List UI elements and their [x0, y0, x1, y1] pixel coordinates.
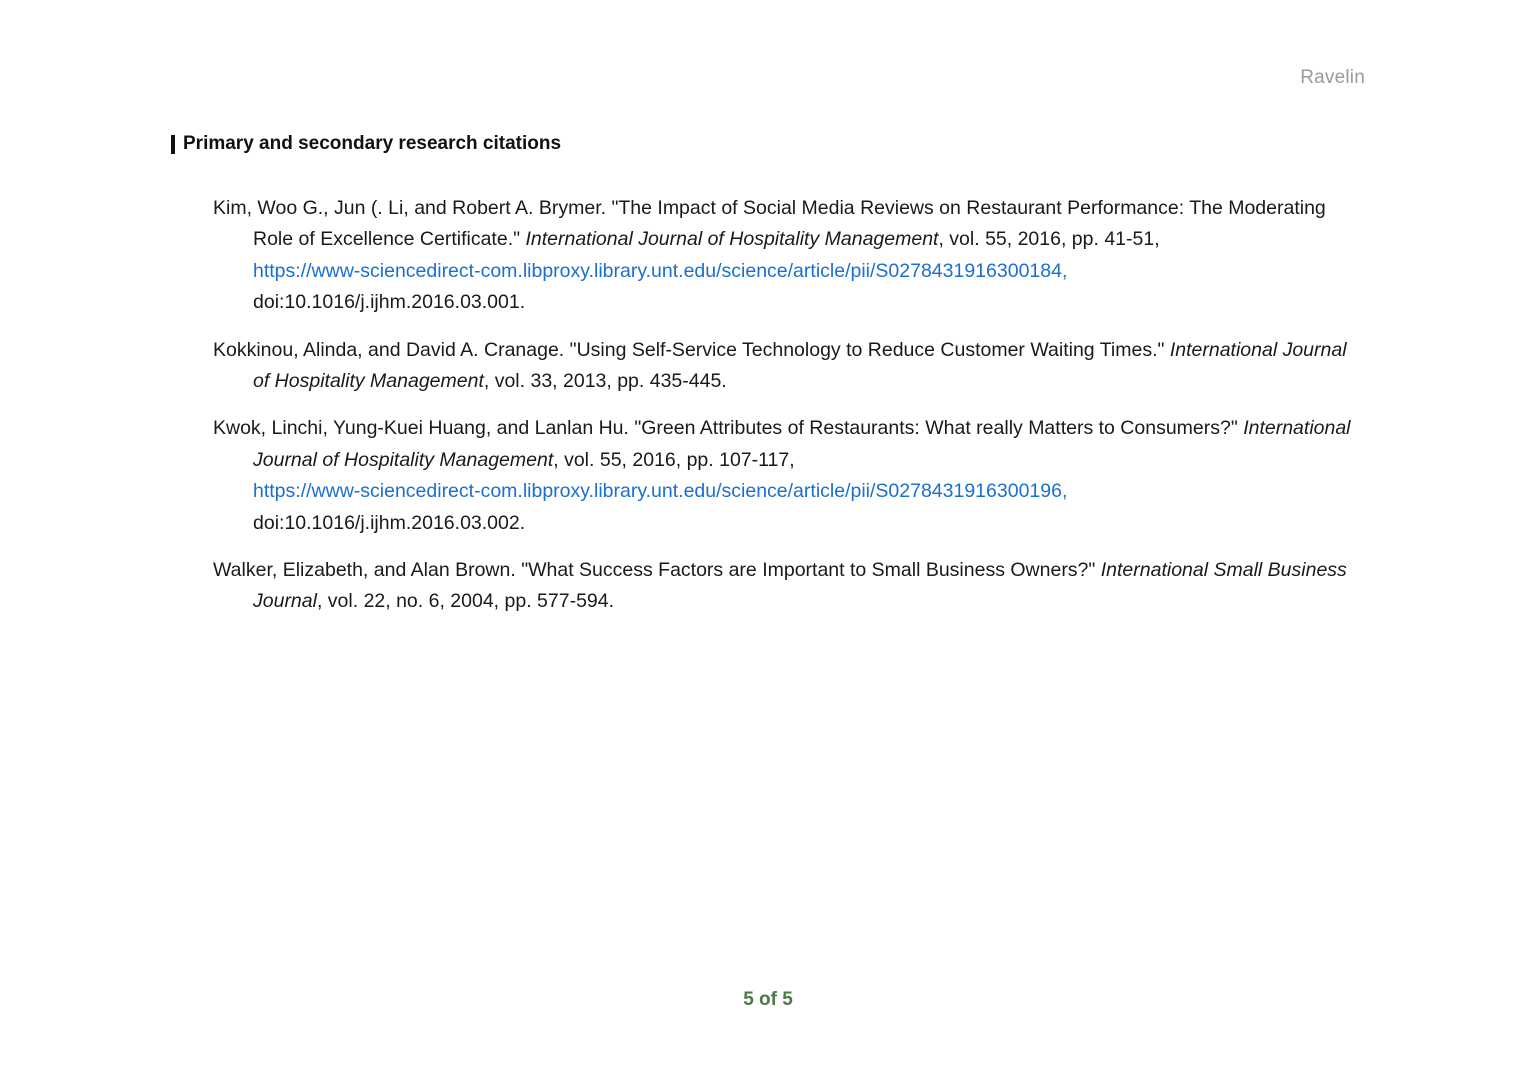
citation-details: , vol. 33, 2013, pp. 435-445. — [483, 370, 727, 393]
citation-item — [213, 555, 1363, 618]
citation-item — [213, 413, 1363, 539]
citation-authors-title: Kwok, Linchi, Yung-Kuei Huang, and Lanlan Hu. "Green Attributes of Restaurants: What really Matters to Consumers?" — [213, 417, 1244, 440]
citation-item — [213, 335, 1363, 398]
page-number: 5 of 5 — [743, 989, 793, 1010]
citation-item — [213, 193, 1363, 319]
citation-doi: doi:10.1016/j.ijhm.2016.03.002. — [253, 511, 526, 534]
citation-authors-title: Walker, Elizabeth, and Alan Brown. "What Success Factors are Important to Small Business Owners?" — [213, 559, 1101, 582]
citation-link[interactable]: https://www-sciencedirect-com.libproxy.library.unt.edu/science/article/pii/S0278431916300196, — [253, 480, 1068, 503]
citation-details: , vol. 22, no. 6, 2004, pp. 577-594. — [316, 590, 615, 613]
section-heading-bar — [171, 135, 175, 154]
citation-details: , vol. 55, 2016, pp. 41-51, — [938, 228, 1160, 251]
citation-journal: International Journal of Hospitality Management — [253, 338, 1347, 393]
citation-link[interactable]: https://www-sciencedirect-com.libproxy.library.unt.edu/science/article/pii/S0278431916300184, — [253, 259, 1068, 282]
citation-journal: International Journal of Hospitality Management — [253, 417, 1351, 471]
citation-list — [213, 193, 1363, 634]
citation-authors-title: Kokkinou, Alinda, and David A. Cranage. "Using Self-Service Technology to Reduce Customer Waiting Times." — [213, 338, 1170, 361]
citation-journal: International Journal of Hospitality Management — [525, 228, 939, 251]
header-brand: Ravelin — [1300, 67, 1365, 88]
citation-doi: doi:10.1016/j.ijhm.2016.03.001. — [253, 291, 526, 314]
citation-authors-title: Kim, Woo G., Jun (. Li, and Robert A. Brymer. "The Impact of Social Media Reviews on Restaurant Performance: The Moderating Role of Excellence Certificate." — [213, 197, 1326, 251]
section-heading-text: Primary and secondary research citations — [183, 133, 562, 154]
section-heading — [171, 133, 561, 155]
citation-journal: International Small Business Journal — [253, 559, 1347, 613]
citation-details: , vol. 55, 2016, pp. 107-117, — [553, 448, 795, 471]
